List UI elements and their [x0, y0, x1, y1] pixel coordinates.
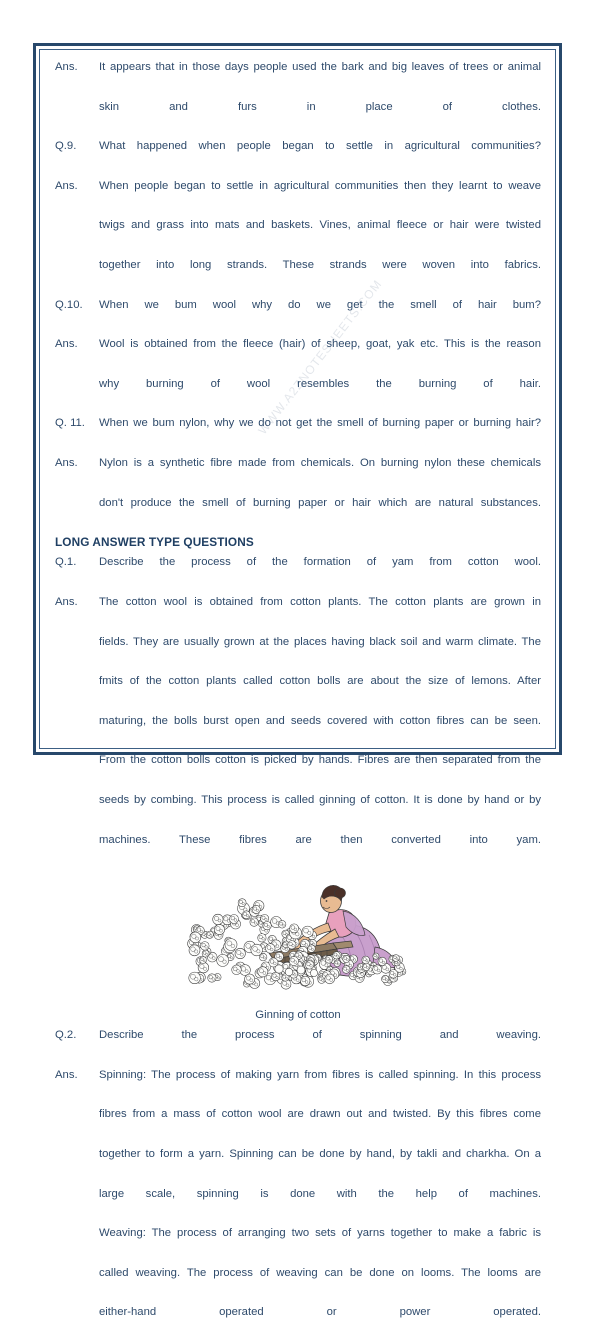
qa-text-line: why burning of wool resembles the burning of hair.: [99, 377, 541, 390]
qa-label: Ans.: [55, 456, 78, 469]
qa-text-line: maturing, the bolls burst open and seeds covered with cotton fibres can be seen.: [99, 714, 541, 727]
qa-row-continuation: [55, 98, 541, 137]
qa-text-line: either-hand operated or power operated.: [99, 1306, 541, 1319]
qa-text-line: machines. These fibres are then converted into yam.: [99, 833, 541, 846]
qa-text-line: called weaving. The process of weaving can be done on looms. The looms are: [99, 1266, 541, 1279]
qa-row-continuation: [55, 633, 541, 672]
qa-row: [55, 1066, 541, 1105]
qa-block: [55, 296, 541, 335]
qa-label: Ans.: [55, 179, 78, 192]
qa-row-continuation: [55, 256, 541, 295]
qa-text-line: The cotton wool is obtained from cotton plants. The cotton plants are grown in: [99, 596, 541, 609]
qa-label: Q.10.: [55, 298, 83, 311]
qa-text-line: together to form a yarn. Spinning can be done by hand, by takli and charkha. On a: [99, 1147, 541, 1160]
qa-text-line: What happened when people began to settle in agricultural communities?: [99, 140, 541, 153]
qa-label: Ans.: [55, 61, 78, 73]
qa-label: Ans.: [55, 338, 78, 351]
qa-label: Ans.: [55, 596, 78, 609]
qa-label: Q.1.: [55, 556, 77, 569]
qa-row-continuation: [55, 751, 541, 790]
qa-label: Ans.: [55, 1068, 78, 1081]
qa-row-continuation: [55, 494, 541, 533]
qa-block: [55, 58, 541, 136]
qa-row: [55, 593, 541, 632]
qa-text-line: seeds by combing. This process is called ginning of cotton. It is done by hand or by: [99, 793, 541, 806]
qa-row: [55, 553, 541, 592]
qa-text-line: Describe the process of the formation of yam from cotton wool.: [99, 556, 541, 569]
qa-row: [55, 137, 541, 176]
qa-row: [55, 1224, 541, 1263]
qa-row: [55, 454, 541, 493]
qa-text-line: When we bum wool why do we get the smell of hair bum?: [99, 298, 541, 311]
qa-label: Q.9.: [55, 140, 77, 153]
qa-text-line: large scale, spinning is done with the help of machines.: [99, 1187, 541, 1200]
qa-text-line: fields. They are usually grown at the places having black soil and warm climate. The: [99, 635, 541, 648]
figure-caption: Ginning of cotton: [255, 1009, 341, 1022]
qa-block: [55, 335, 541, 413]
qa-text-line: skin and furs in place of clothes.: [99, 100, 541, 113]
qa-row: [55, 58, 541, 97]
watermark: WWW.A2ZNOTESHEETS.COM: [255, 276, 385, 438]
qa-text-line: don't produce the smell of burning paper or hair which are natural substances.: [99, 496, 541, 509]
qa-block: [55, 553, 541, 592]
qa-row: [55, 1026, 541, 1065]
qa-text-line: It appears that in those days people used the bark and big leaves of trees or animal: [99, 61, 541, 73]
qa-row-continuation: [55, 672, 541, 711]
qa-text-line: Weaving: The process of arranging two sets of yarns together to make a fabric is: [99, 1227, 541, 1240]
qa-text-line: fibres from a mass of cotton wool are drawn out and twisted. By this fibres come: [99, 1108, 541, 1121]
qa-text-line: Spinning: The process of making yarn from fibres is called spinning. In this process: [99, 1068, 541, 1081]
qa-block: [55, 1224, 541, 1342]
qa-row: [55, 177, 541, 216]
document-content: [40, 50, 555, 1319]
answer-sheet-body: [55, 58, 541, 1342]
qa-block: [55, 177, 541, 295]
qa-text-line: together into long strands. These strands were woven into fabrics.: [99, 258, 541, 271]
qa-row-continuation: [55, 831, 541, 870]
page-border-frame: [33, 43, 562, 1319]
qa-row-continuation: [55, 1145, 541, 1184]
qa-block: [55, 137, 541, 176]
qa-text-line: Describe the process of spinning and weaving.: [99, 1029, 541, 1042]
qa-text-line: fmits of the cotton plants called cotton bolls are about the size of lemons. After: [99, 675, 541, 688]
qa-text-line: twigs and grass into mats and baskets. Vines, animal fleece or hair were twisted: [99, 219, 541, 232]
qa-row: [55, 335, 541, 374]
qa-row-continuation: [55, 791, 541, 830]
qa-block: [55, 1026, 541, 1065]
qa-row: [55, 414, 541, 453]
qa-row-continuation: [55, 375, 541, 414]
qa-block: [55, 414, 541, 453]
page-border-inner-rule: [39, 49, 556, 1319]
qa-label: Q. 11.: [55, 417, 85, 430]
qa-row-continuation: [55, 712, 541, 751]
qa-text-line: When we bum nylon, why we do not get the smell of burning paper or burning hair?: [99, 417, 541, 430]
qa-row-continuation: [55, 1105, 541, 1144]
qa-row-continuation: [55, 1264, 541, 1303]
section-heading: LONG ANSWER TYPE QUESTIONS: [55, 535, 254, 550]
qa-row-continuation: [55, 1303, 541, 1342]
qa-text-line: Wool is obtained from the fleece (hair) of sheep, goat, yak etc. This is the reason: [99, 338, 541, 351]
qa-block: [55, 454, 541, 532]
qa-text-line: From the cotton bolls cotton is picked by hands. Fibres are then separated from the: [99, 754, 541, 767]
qa-block: [55, 1066, 541, 1223]
qa-text-line: When people began to settle in agricultural communities then they learnt to weave: [99, 179, 541, 192]
qa-block: [55, 593, 541, 869]
qa-label: Q.2.: [55, 1029, 77, 1042]
figure-ginning-of-cotton: [55, 877, 541, 1024]
qa-row-continuation: [55, 216, 541, 255]
qa-row: [55, 296, 541, 335]
qa-row-continuation: [55, 1185, 541, 1224]
qa-text-line: Nylon is a synthetic fibre made from chemicals. On burning nylon these chemicals: [99, 456, 541, 469]
woman-ginning-cotton-illustration: [183, 877, 413, 999]
